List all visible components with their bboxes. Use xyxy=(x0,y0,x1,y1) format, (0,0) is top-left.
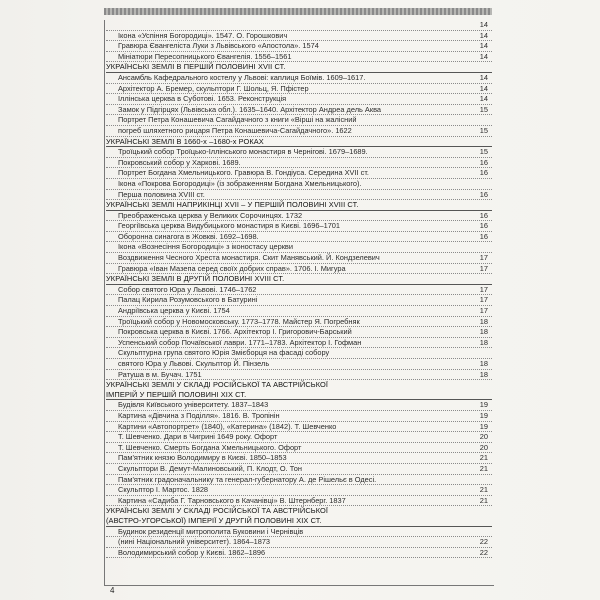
section-heading xyxy=(106,506,492,526)
toc-entry xyxy=(106,126,492,137)
toc-entry xyxy=(106,179,492,190)
toc-entry-title: Т. Шевченко. Дари в Чигрині 1649 року. Офорт xyxy=(118,432,278,442)
toc-entry xyxy=(106,20,492,31)
toc-entry xyxy=(106,232,492,243)
section-heading xyxy=(106,200,492,211)
toc-entry xyxy=(106,422,492,433)
toc-entry xyxy=(106,475,492,486)
toc-entry xyxy=(106,295,492,306)
toc-entry-title: Покровський собор у Харкові. 1689. xyxy=(118,157,241,167)
toc-entry xyxy=(106,317,492,328)
toc-entry xyxy=(106,115,492,126)
toc-entry-title: Ікона «Вознесіння Богородиці» з іконостасу церкви xyxy=(118,242,293,252)
page-number: 4 xyxy=(110,586,115,595)
bottom-rule xyxy=(104,585,494,586)
toc-entry-page: 19 xyxy=(479,400,488,410)
toc-entry-title: Гравюра «Іван Мазепа серед своїх добрих справ». 1706. І. Мигура xyxy=(118,263,346,273)
toc-entry-page: 14 xyxy=(479,83,488,93)
toc-entry-title: Скульптор І. Мартос. 1828 xyxy=(118,485,209,495)
toc-entry xyxy=(106,411,492,422)
toc-entry-page: 17 xyxy=(479,253,488,263)
toc-entry-page: 21 xyxy=(479,495,488,505)
toc-entry-title: Ікона «Успіння Богородиці». 1547. О. Горошкович xyxy=(118,30,288,40)
toc-entry-page: 15 xyxy=(479,125,488,135)
toc-entry-page: 18 xyxy=(479,316,488,326)
section-heading xyxy=(106,380,492,400)
section-heading-line: (АВСТРО-УГОРСЬКОЇ) ІМПЕРІЇ У ДРУГІЙ ПОЛОВИНІ XIX СТ. xyxy=(106,515,322,525)
toc-entry-title: Будинок резиденції митрополита Буковини і Чернівців xyxy=(118,526,304,536)
toc-entry-title: Архітектор А. Бремер, скульптори Г. Шольц, Я. Пфістер xyxy=(118,83,309,93)
toc-entry-page: 14 xyxy=(479,51,488,61)
toc-entry-page: 20 xyxy=(479,442,488,452)
section-heading-line: УКРАЇНСЬКІ ЗЕМЛІ В 1660-х –1680-х РОКАХ xyxy=(106,136,264,146)
toc-entry xyxy=(106,400,492,411)
toc-entry-title: Скульптори В. Демут-Малиновський, П. Клодт, О. Тон xyxy=(118,463,302,473)
toc-entry-title: Пам'ятник князю Володимиру в Києві. 1850–1853 xyxy=(118,453,287,463)
toc-entry xyxy=(106,285,492,296)
left-rule xyxy=(104,20,105,585)
toc-entry-page: 17 xyxy=(479,295,488,305)
section-heading-line: УКРАЇНСЬКІ ЗЕМЛІ НАПРИКІНЦІ XVII – У ПЕРШІЙ ПОЛОВИНІ XVIII СТ. xyxy=(106,200,359,210)
toc-entry-title: Мініатюри Пересопницького Євангелія. 1556–1561 xyxy=(118,51,292,61)
toc-entry-page: 21 xyxy=(479,485,488,495)
toc-entry xyxy=(106,84,492,95)
toc-entry-title: Володимирський собор у Києві. 1862–1896 xyxy=(118,547,266,557)
toc-entry-page: 17 xyxy=(479,284,488,294)
toc-entry-page: 14 xyxy=(479,20,488,29)
toc-entry-title: Троїцький собор Троїцько-Іллінського монастиря в Чернігові. 1679–1689. xyxy=(118,147,368,157)
toc-entry xyxy=(106,464,492,475)
toc-entry-page: 21 xyxy=(479,453,488,463)
toc-entry-title: Георгіївська церква Видубицького монастиря в Києві. 1696–1701 xyxy=(118,221,341,231)
toc-entry-title: Успенський собор Почаївської лаври. 1771–1783. Архітектор І. Гофман xyxy=(118,337,362,347)
table-of-contents xyxy=(106,20,492,558)
toc-entry xyxy=(106,432,492,443)
toc-entry-page: 16 xyxy=(479,221,488,231)
toc-entry-page: 14 xyxy=(479,94,488,104)
section-heading-line: УКРАЇНСЬКІ ЗЕМЛІ В ДРУГІЙ ПОЛОВИНІ XVIII СТ. xyxy=(106,274,285,284)
toc-entry xyxy=(106,147,492,158)
toc-entry xyxy=(106,443,492,454)
toc-entry-title: святого Юра у Львові. Скульптор Й. Пінзель xyxy=(118,359,270,368)
toc-entry-page: 16 xyxy=(479,210,488,220)
toc-entry-page: 22 xyxy=(479,547,488,557)
toc-entry xyxy=(106,338,492,349)
toc-entry-page: 16 xyxy=(479,157,488,167)
toc-entry-page: 16 xyxy=(479,189,488,199)
toc-entry xyxy=(106,485,492,496)
toc-entry xyxy=(106,52,492,63)
toc-entry-page: 14 xyxy=(479,72,488,82)
toc-entry-title: Ансамбль Кафедрального костелу у Львові: каплиця Боїмів. 1609–1617. xyxy=(118,72,366,82)
section-heading xyxy=(106,62,492,73)
toc-entry xyxy=(106,537,492,548)
toc-entry xyxy=(106,94,492,105)
toc-entry xyxy=(106,211,492,222)
header-bar xyxy=(104,8,492,15)
toc-entry xyxy=(106,221,492,232)
toc-entry xyxy=(106,242,492,253)
toc-entry-title: (нині Національний університет). 1864–1873 xyxy=(118,537,271,547)
toc-entry-title: Ікона «Покрова Богородиці» (із зображенням Богдана Хмельницького). xyxy=(118,178,362,188)
toc-entry xyxy=(106,327,492,338)
toc-entry-title: Преображенська церква у Великих Сорочинцях. 1732 xyxy=(118,210,303,220)
section-heading xyxy=(106,137,492,148)
toc-entry-page: 19 xyxy=(479,421,488,431)
toc-entry-page: 21 xyxy=(479,463,488,473)
toc-entry-title: Покровська церква в Києві. 1766. Архітектор І. Григорович-Барський xyxy=(118,327,352,337)
toc-entry-title: Картини «Автопортрет» (1840), «Катерина» (1842). Т. Шевченко xyxy=(118,421,337,431)
section-heading-line: УКРАЇНСЬКІ ЗЕМЛІ У СКЛАДІ РОСІЙСЬКОЇ ТА АВСТРІЙСЬКОЇ xyxy=(106,380,329,390)
section-heading xyxy=(106,274,492,285)
toc-entry-page: 18 xyxy=(479,327,488,337)
toc-entry-page: 22 xyxy=(479,537,488,547)
toc-entry-page: 18 xyxy=(479,337,488,347)
toc-entry-page: 15 xyxy=(479,147,488,157)
toc-entry-page: 14 xyxy=(479,41,488,51)
section-heading-line: УКРАЇНСЬКІ ЗЕМЛІ У СКЛАДІ РОСІЙСЬКОЇ ТА АВСТРІЙСЬКОЇ xyxy=(106,506,329,516)
toc-entry-page: 14 xyxy=(479,30,488,40)
toc-entry xyxy=(106,158,492,169)
toc-entry xyxy=(106,348,492,359)
toc-entry xyxy=(106,264,492,275)
toc-entry xyxy=(106,359,492,370)
toc-entry-page: 20 xyxy=(479,432,488,442)
toc-entry xyxy=(106,548,492,559)
toc-entry xyxy=(106,496,492,507)
toc-entry-page: 17 xyxy=(479,306,488,316)
toc-entry xyxy=(106,41,492,52)
toc-entry xyxy=(106,168,492,179)
toc-entry xyxy=(106,253,492,264)
toc-entry-title: Замок у Підгірцях (Львівська обл.). 1635–1640. Архітектор Андреа дель Аква xyxy=(118,104,382,114)
toc-entry-title: Оборонна синагога в Жовкві. 1692–1698. xyxy=(118,231,259,241)
toc-entry xyxy=(106,190,492,201)
toc-entry-title: Портрет Петра Конашевича Сагайдачного з книги «Вірші на жалісний xyxy=(118,115,357,125)
toc-entry xyxy=(106,31,492,42)
toc-entry-page: 18 xyxy=(479,369,488,379)
toc-entry-title: Перша половина XVIII ст. xyxy=(118,189,205,199)
toc-entry xyxy=(106,105,492,116)
toc-entry xyxy=(106,306,492,317)
toc-entry-title: Ратуша в м. Бучач. 1751 xyxy=(118,369,202,379)
toc-entry-title: Т. Шевченко. Смерть Богдана Хмельницького. Офорт xyxy=(118,442,302,452)
toc-entry-title: погреб шляхетного рицаря Петра Конашевича-Сагайдачного». 1622 xyxy=(118,125,352,135)
toc-entry-title: Гравюра Євангеліста Луки з Львівського «Апостола». 1574 xyxy=(118,41,319,51)
section-heading-line: ІМПЕРІЙ У ПЕРШІЙ ПОЛОВИНІ XIX СТ. xyxy=(106,389,247,399)
toc-entry-title: Андріївська церква у Києві. 1754 xyxy=(118,306,230,316)
toc-entry xyxy=(106,453,492,464)
toc-entry-page: 17 xyxy=(479,263,488,273)
toc-entry-page: 18 xyxy=(479,359,488,368)
toc-entry-title: Воздвиження Чесного Хреста монастиря. Скит Манявський. Й. Кондзелевич xyxy=(118,253,380,263)
toc-entry-title: Скульптурна група святого Юрія Змієборця на фасаді собору xyxy=(118,348,330,358)
toc-entry-page: 15 xyxy=(479,104,488,114)
toc-entry-page: 16 xyxy=(479,168,488,178)
toc-entry-title: Палац Кирила Розумовського в Батурині xyxy=(118,295,258,305)
toc-entry-title: Собор святого Юра у Львові. 1746–1762 xyxy=(118,284,257,294)
toc-entry-page: 16 xyxy=(479,231,488,241)
toc-entry-title: Пам'ятник градоначальнику та генерал-губернатору А. де Рішельє в Одесі. xyxy=(118,474,377,484)
toc-entry xyxy=(106,527,492,538)
toc-entry-title: Картина «Дівчина з Поділля». 1816. В. Тропінін xyxy=(118,410,280,420)
section-heading-line: УКРАЇНСЬКІ ЗЕМЛІ В ПЕРШІЙ ПОЛОВИНІ XVII СТ. xyxy=(106,62,286,72)
toc-entry xyxy=(106,370,492,381)
toc-entry-title: Троїцький собор у Новомосковську. 1773–1778. Майстер Я. Погребняк xyxy=(118,316,360,326)
toc-entry-title: Картина «Садиба Г. Тарновського в Качанівці» В. Штернберг. 1837 xyxy=(118,495,346,505)
toc-entry-page: 19 xyxy=(479,410,488,420)
toc-entry-title: Портрет Богдана Хмельницького. Гравюра В. Гондіуса. Середина XVII ст. xyxy=(118,168,369,178)
toc-entry-title: Іллінська церква в Суботові. 1653. Реконструкція xyxy=(118,94,287,104)
toc-entry xyxy=(106,73,492,84)
toc-entry-title: Будівля Київського університету. 1837–1843 xyxy=(118,400,269,410)
